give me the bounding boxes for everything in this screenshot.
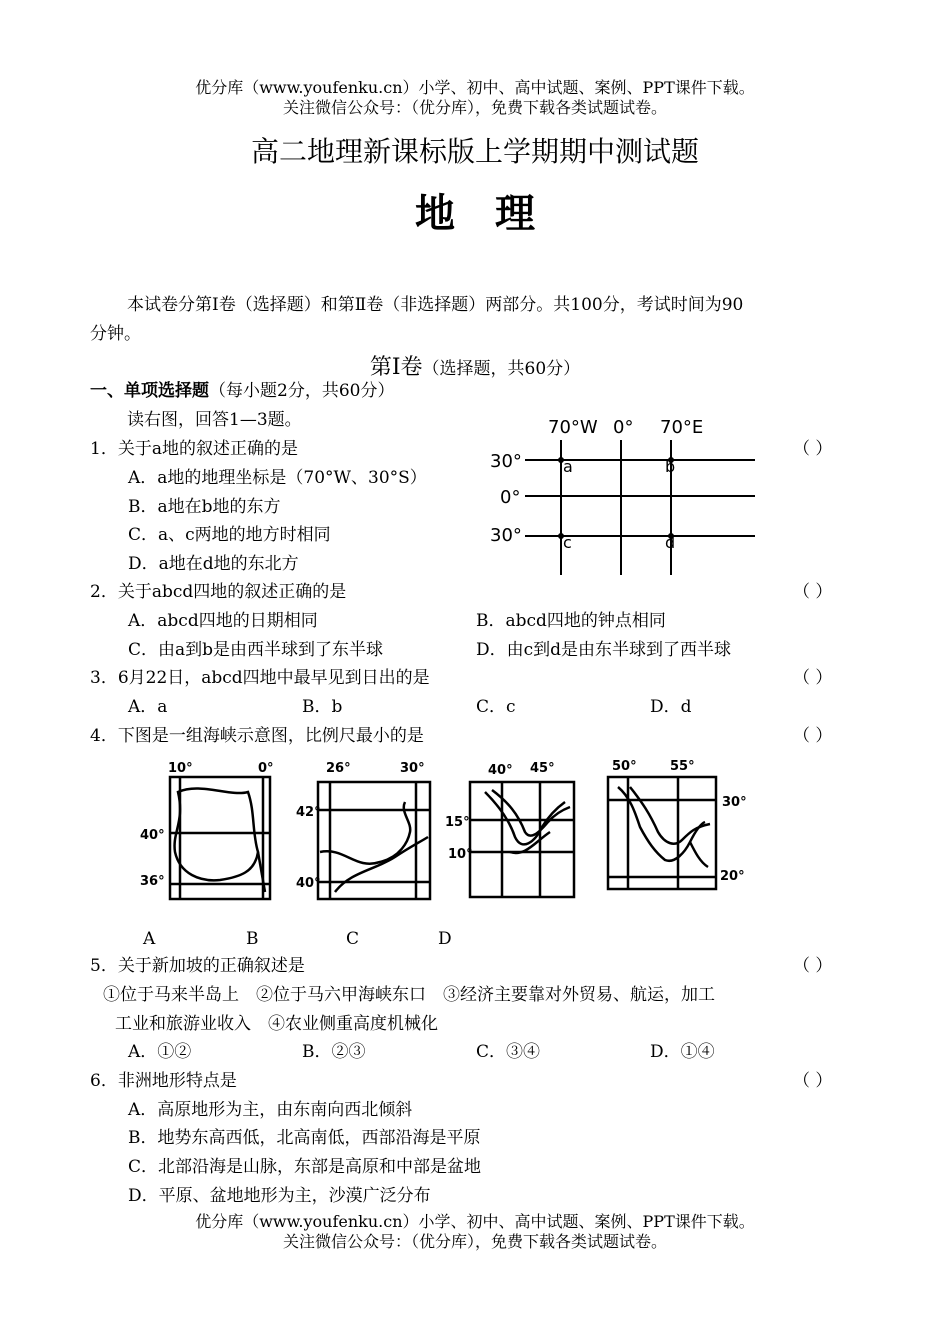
q5-stem: 5．关于新加坡的正确叙述是 bbox=[90, 956, 305, 976]
part-note: （每小题2分，共60分） bbox=[209, 381, 395, 401]
point-d: d bbox=[665, 533, 676, 552]
section-note: （选择题，共60分） bbox=[422, 359, 581, 379]
q1-answer-paren: （ ） bbox=[793, 439, 833, 459]
lat-label-0: 0° bbox=[500, 487, 521, 508]
map-b-lon-30: 30° bbox=[400, 761, 425, 776]
q3-option-d: D．d bbox=[650, 697, 692, 717]
point-a: a bbox=[563, 457, 573, 476]
intro-line2: 分钟。 bbox=[90, 324, 141, 344]
q2-answer-paren: （ ） bbox=[793, 582, 833, 602]
map-a-lat-36: 36° bbox=[140, 874, 165, 889]
map-label-c: C bbox=[346, 929, 360, 949]
map-label-a: A bbox=[143, 929, 156, 949]
map-d-lon-55: 55° bbox=[670, 759, 695, 774]
read-instruction: 读右图，回答1—3题。 bbox=[127, 410, 302, 430]
section-name: 第Ⅰ卷 bbox=[369, 355, 423, 380]
map-c-lon-40: 40° bbox=[488, 763, 513, 778]
map-label-b: B bbox=[246, 929, 259, 949]
lat-label-30n: 30° bbox=[490, 451, 522, 472]
q3-answer-paren: （ ） bbox=[793, 668, 833, 688]
map-c-lat-15: 15° bbox=[445, 815, 470, 830]
lon-label-0: 0° bbox=[613, 417, 634, 438]
point-c: c bbox=[563, 533, 572, 552]
site-footer-line1: 优分库（www.youfenku.cn）小学、初中、高中试题、案例、PPT课件下载。 bbox=[195, 1212, 755, 1231]
map-c-lon-45: 45° bbox=[530, 761, 555, 776]
q6-option-a: A．高原地形为主，由东南向西北倾斜 bbox=[128, 1100, 413, 1120]
q1-option-d: D．a地在d地的东北方 bbox=[128, 554, 299, 574]
q2-option-d: D．由c到d是由东半球到了西半球 bbox=[476, 640, 732, 660]
part-title bbox=[90, 380, 394, 402]
q1-stem: 1．关于a地的叙述正确的是 bbox=[90, 439, 298, 459]
map-a-lon-10: 10° bbox=[168, 761, 193, 776]
lat-lon-grid-figure bbox=[480, 410, 770, 580]
q5-statements-line1: ①位于马来半岛上 ②位于马六甲海峡东口 ③经济主要靠对外贸易、航运，加工 bbox=[103, 985, 715, 1005]
q5-option-c: C．③④ bbox=[476, 1042, 541, 1062]
q6-option-c: C．北部沿海是山脉，东部是高原和中部是盆地 bbox=[128, 1157, 482, 1177]
q2-option-c: C．由a到b是由西半球到了东半球 bbox=[128, 640, 384, 660]
lat-label-30s: 30° bbox=[490, 525, 522, 546]
q6-answer-paren: （ ） bbox=[793, 1071, 833, 1091]
map-b-lat-40: 40° bbox=[296, 876, 321, 891]
q6-option-d: D．平原、盆地地形为主，沙漠广泛分布 bbox=[128, 1186, 431, 1206]
strait-maps-figure bbox=[130, 752, 770, 912]
site-footer-line2: 关注微信公众号：（优分库），免费下载各类试题试卷。 bbox=[282, 1232, 667, 1251]
q5-statements-line2: 工业和旅游业收入 ④农业侧重高度机械化 bbox=[115, 1014, 438, 1034]
section-title bbox=[0, 350, 950, 381]
q1-option-b: B．a地在b地的东方 bbox=[128, 497, 281, 517]
map-d-lat-30: 30° bbox=[722, 795, 747, 810]
q3-stem: 3．6月22日，abcd四地中最早见到日出的是 bbox=[90, 668, 430, 688]
q1-option-c: C．a、c两地的地方时相同 bbox=[128, 525, 331, 545]
q5-option-a: A．①② bbox=[128, 1042, 192, 1062]
q6-option-b: B．地势东高西低，北高南低，西部沿海是平原 bbox=[128, 1128, 481, 1148]
exam-title: 高二地理新课标版上学期期中测试题 bbox=[250, 135, 699, 168]
q4-stem: 4．下图是一组海峡示意图，比例尺最小的是 bbox=[90, 726, 424, 746]
q6-stem: 6．非洲地形特点是 bbox=[90, 1071, 237, 1091]
point-b: b bbox=[665, 457, 676, 476]
map-d-lon-50: 50° bbox=[612, 759, 637, 774]
site-header-line2: 关注微信公众号：（优分库），免费下载各类试题试卷。 bbox=[282, 98, 667, 117]
site-header-line1: 优分库（www.youfenku.cn）小学、初中、高中试题、案例、PPT课件下载。 bbox=[195, 78, 755, 97]
q5-option-b: B．②③ bbox=[302, 1042, 366, 1062]
lon-label-70w: 70°W bbox=[548, 417, 598, 438]
intro-line1: 本试卷分第Ⅰ卷（选择题）和第Ⅱ卷（非选择题）两部分。共100分，考试时间为90 bbox=[127, 295, 744, 315]
q3-option-a: A．a bbox=[128, 697, 168, 717]
lon-label-70e: 70°E bbox=[660, 417, 704, 438]
q5-answer-paren: （ ） bbox=[793, 956, 833, 976]
q2-option-b: B．abcd四地的钟点相同 bbox=[476, 611, 666, 631]
part-name: 一、单项选择题 bbox=[90, 381, 209, 401]
map-b-lon-26: 26° bbox=[326, 761, 351, 776]
subject-title: 地理 bbox=[415, 190, 575, 237]
q2-option-a: A．abcd四地的日期相同 bbox=[128, 611, 318, 631]
map-c-lat-10: 10° bbox=[448, 847, 473, 862]
q4-answer-paren: （ ） bbox=[793, 726, 833, 746]
map-label-d: D bbox=[438, 929, 452, 949]
q1-option-a: A．a地的地理坐标是（70°W、30°S） bbox=[128, 468, 427, 488]
q2-stem: 2．关于abcd四地的叙述正确的是 bbox=[90, 582, 347, 602]
map-d-lat-20: 20° bbox=[720, 869, 745, 884]
map-a-lon-0: 0° bbox=[258, 761, 274, 776]
q5-option-d: D．①④ bbox=[650, 1042, 715, 1062]
map-a-lat-40: 40° bbox=[140, 828, 165, 843]
q3-option-c: C．c bbox=[476, 697, 516, 717]
map-b-lat-42: 42° bbox=[296, 805, 321, 820]
q3-option-b: B．b bbox=[302, 697, 343, 717]
